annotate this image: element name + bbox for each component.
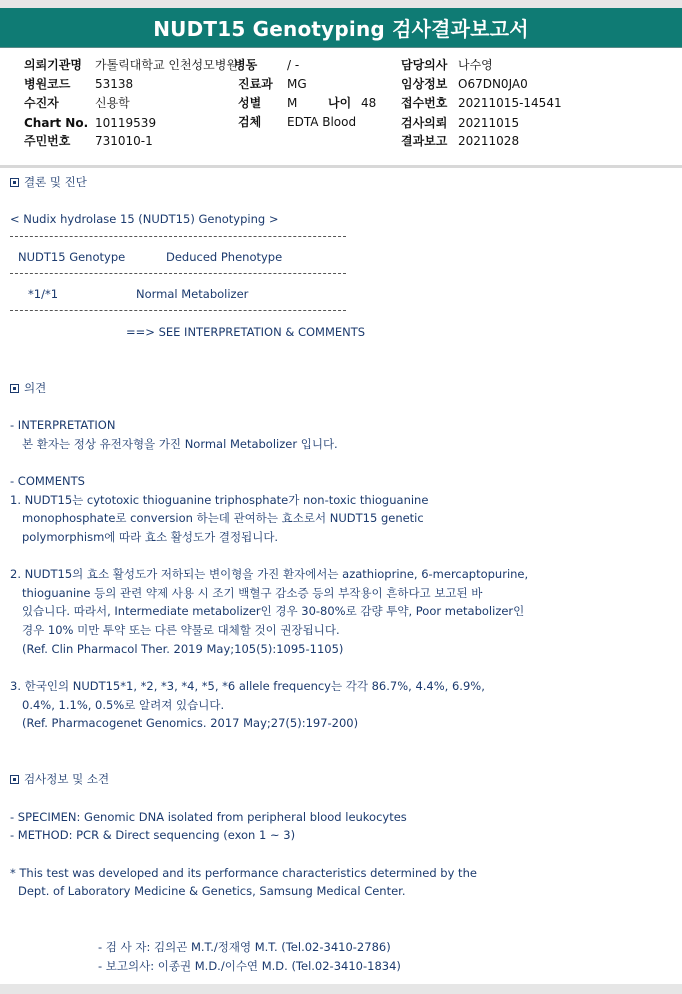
comment-1-line-3: polymorphism에 따라 효소 활성도가 결정됩니다. (22, 530, 279, 544)
report-date-value: 20211028 (458, 134, 520, 148)
reception-value: 20211015-14541 (458, 96, 562, 110)
id-value: 731010-1 (95, 134, 153, 148)
section-box-icon (10, 178, 19, 187)
chart-label: Chart No. (24, 116, 89, 130)
comment-2-ref: (Ref. Clin Pharmacol Ther. 2019 May;105(5):1095-1105) (22, 642, 344, 656)
opinion-heading (10, 381, 46, 395)
doctor-label: 담당의사 (401, 58, 448, 72)
header-divider (0, 165, 682, 168)
doctor-value: 나수영 (458, 58, 493, 72)
comment-2-line-4: 경우 10% 미만 투약 또는 다른 약물로 대체할 것이 권장됩니다. (22, 623, 340, 637)
request-label: 검사의뢰 (401, 116, 448, 130)
dashed-divider (10, 310, 346, 311)
col-genotype: NUDT15 Genotype (18, 250, 126, 264)
report-date-label: 결과보고 (401, 134, 448, 148)
comments-heading: - COMMENTS (10, 474, 85, 488)
comment-3-line-2: 0.4%, 1.1%, 0.5%로 알려져 있습니다. (22, 698, 225, 712)
ward-label: 병동 (234, 58, 258, 72)
dashed-divider (10, 273, 346, 274)
dashed-divider (10, 236, 346, 237)
age-label: 나이 (328, 96, 352, 110)
reporter-line: - 보고의사: 이종권 M.D./이수연 M.D. (Tel.02-3410-1834) (98, 959, 401, 973)
chart-value: 10119539 (95, 116, 157, 130)
hospital-value: 가톨릭대학교 인천성모병원 (95, 58, 238, 72)
code-label: 병원코드 (24, 77, 71, 91)
reception-label: 접수번호 (401, 96, 448, 110)
test-name: < Nudix hydrolase 15 (NUDT15) Genotyping > (10, 212, 279, 226)
section-box-icon (10, 384, 19, 393)
comment-1-line-2: monophosphate로 conversion 하는데 관여하는 효소로서 NUDT15 genetic (22, 511, 424, 525)
patient-label: 수진자 (24, 96, 59, 110)
testinfo-heading-text: 검사정보 및 소견 (24, 772, 110, 786)
method-line: - METHOD: PCR & Direct sequencing (exon 1 ~ 3) (10, 828, 296, 842)
ward-value: / - (287, 58, 300, 72)
id-label: 주민번호 (24, 134, 71, 148)
specimen-label: 검체 (238, 115, 262, 129)
specimen-line: - SPECIMEN: Genomic DNA isolated from peripheral blood leukocytes (10, 810, 407, 824)
sex-value: M (287, 96, 298, 110)
genotype-value: *1/*1 (28, 287, 59, 301)
comment-3-ref: (Ref. Pharmacogenet Genomics. 2017 May;27(5):197-200) (22, 716, 359, 730)
interpretation-heading: - INTERPRETATION (10, 418, 116, 432)
request-value: 20211015 (458, 116, 520, 130)
comment-2-line-1: 2. NUDT15의 효소 활성도가 저하되는 변이형을 가진 환자에서는 azathioprine, 6-mercaptopurine, (10, 567, 529, 581)
col-phenotype: Deduced Phenotype (166, 250, 283, 264)
comment-2-line-2: thioguanine 등의 관련 약제 사용 시 조기 백혈구 감소증 등의 부작용이 흔하다고 보고된 바 (22, 586, 483, 600)
section-box-icon (10, 775, 19, 784)
testinfo-heading (10, 772, 109, 786)
opinion-heading-text: 의견 (24, 381, 47, 395)
report-title: NUDT15 Genotyping 검사결과보고서 (0, 8, 682, 47)
code-value: 53138 (95, 77, 134, 91)
clinical-label: 임상정보 (401, 77, 448, 91)
bottom-bar (0, 984, 682, 994)
conclusion-heading-text: 결론 및 진단 (24, 175, 87, 189)
dept-value: MG (287, 77, 307, 91)
sex-label: 성별 (238, 96, 262, 110)
patient-info-panel (0, 47, 682, 167)
comment-2-line-3: 있습니다. 따라서, Intermediate metabolizer인 경우 30-80%로 감량 투약, Poor metabolizer인 (22, 604, 525, 618)
see-comments: ==> SEE INTERPRETATION & COMMENTS (126, 325, 366, 339)
age-value: 48 (361, 96, 377, 110)
comment-3-line-1: 3. 한국인의 NUDT15*1, *2, *3, *4, *5, *6 allele frequency는 각각 86.7%, 4.4%, 6.9%, (10, 679, 485, 693)
interpretation-text: 본 환자는 정상 유전자형을 가진 Normal Metabolizer 입니다. (22, 437, 338, 451)
conclusion-heading (10, 175, 87, 189)
tester-line: - 검 사 자: 김의곤 M.T./정재영 M.T. (Tel.02-3410-2786) (98, 940, 391, 954)
hospital-label: 의뢰기관명 (24, 58, 82, 72)
comment-1-line-1: 1. NUDT15는 cytotoxic thioguanine triphosphate가 non-toxic thioguanine (10, 493, 429, 507)
patient-value: 신용학 (95, 96, 130, 110)
phenotype-value: Normal Metabolizer (136, 287, 249, 301)
note-line-1: * This test was developed and its performance characteristics determined by the (10, 866, 477, 880)
note-line-2: Dept. of Laboratory Medicine & Genetics, Samsung Medical Center. (18, 884, 406, 898)
specimen-value: EDTA Blood (287, 115, 357, 129)
top-bar (0, 0, 682, 8)
dept-label: 진료과 (238, 77, 273, 91)
clinical-value: O67DN0JA0 (458, 77, 528, 91)
